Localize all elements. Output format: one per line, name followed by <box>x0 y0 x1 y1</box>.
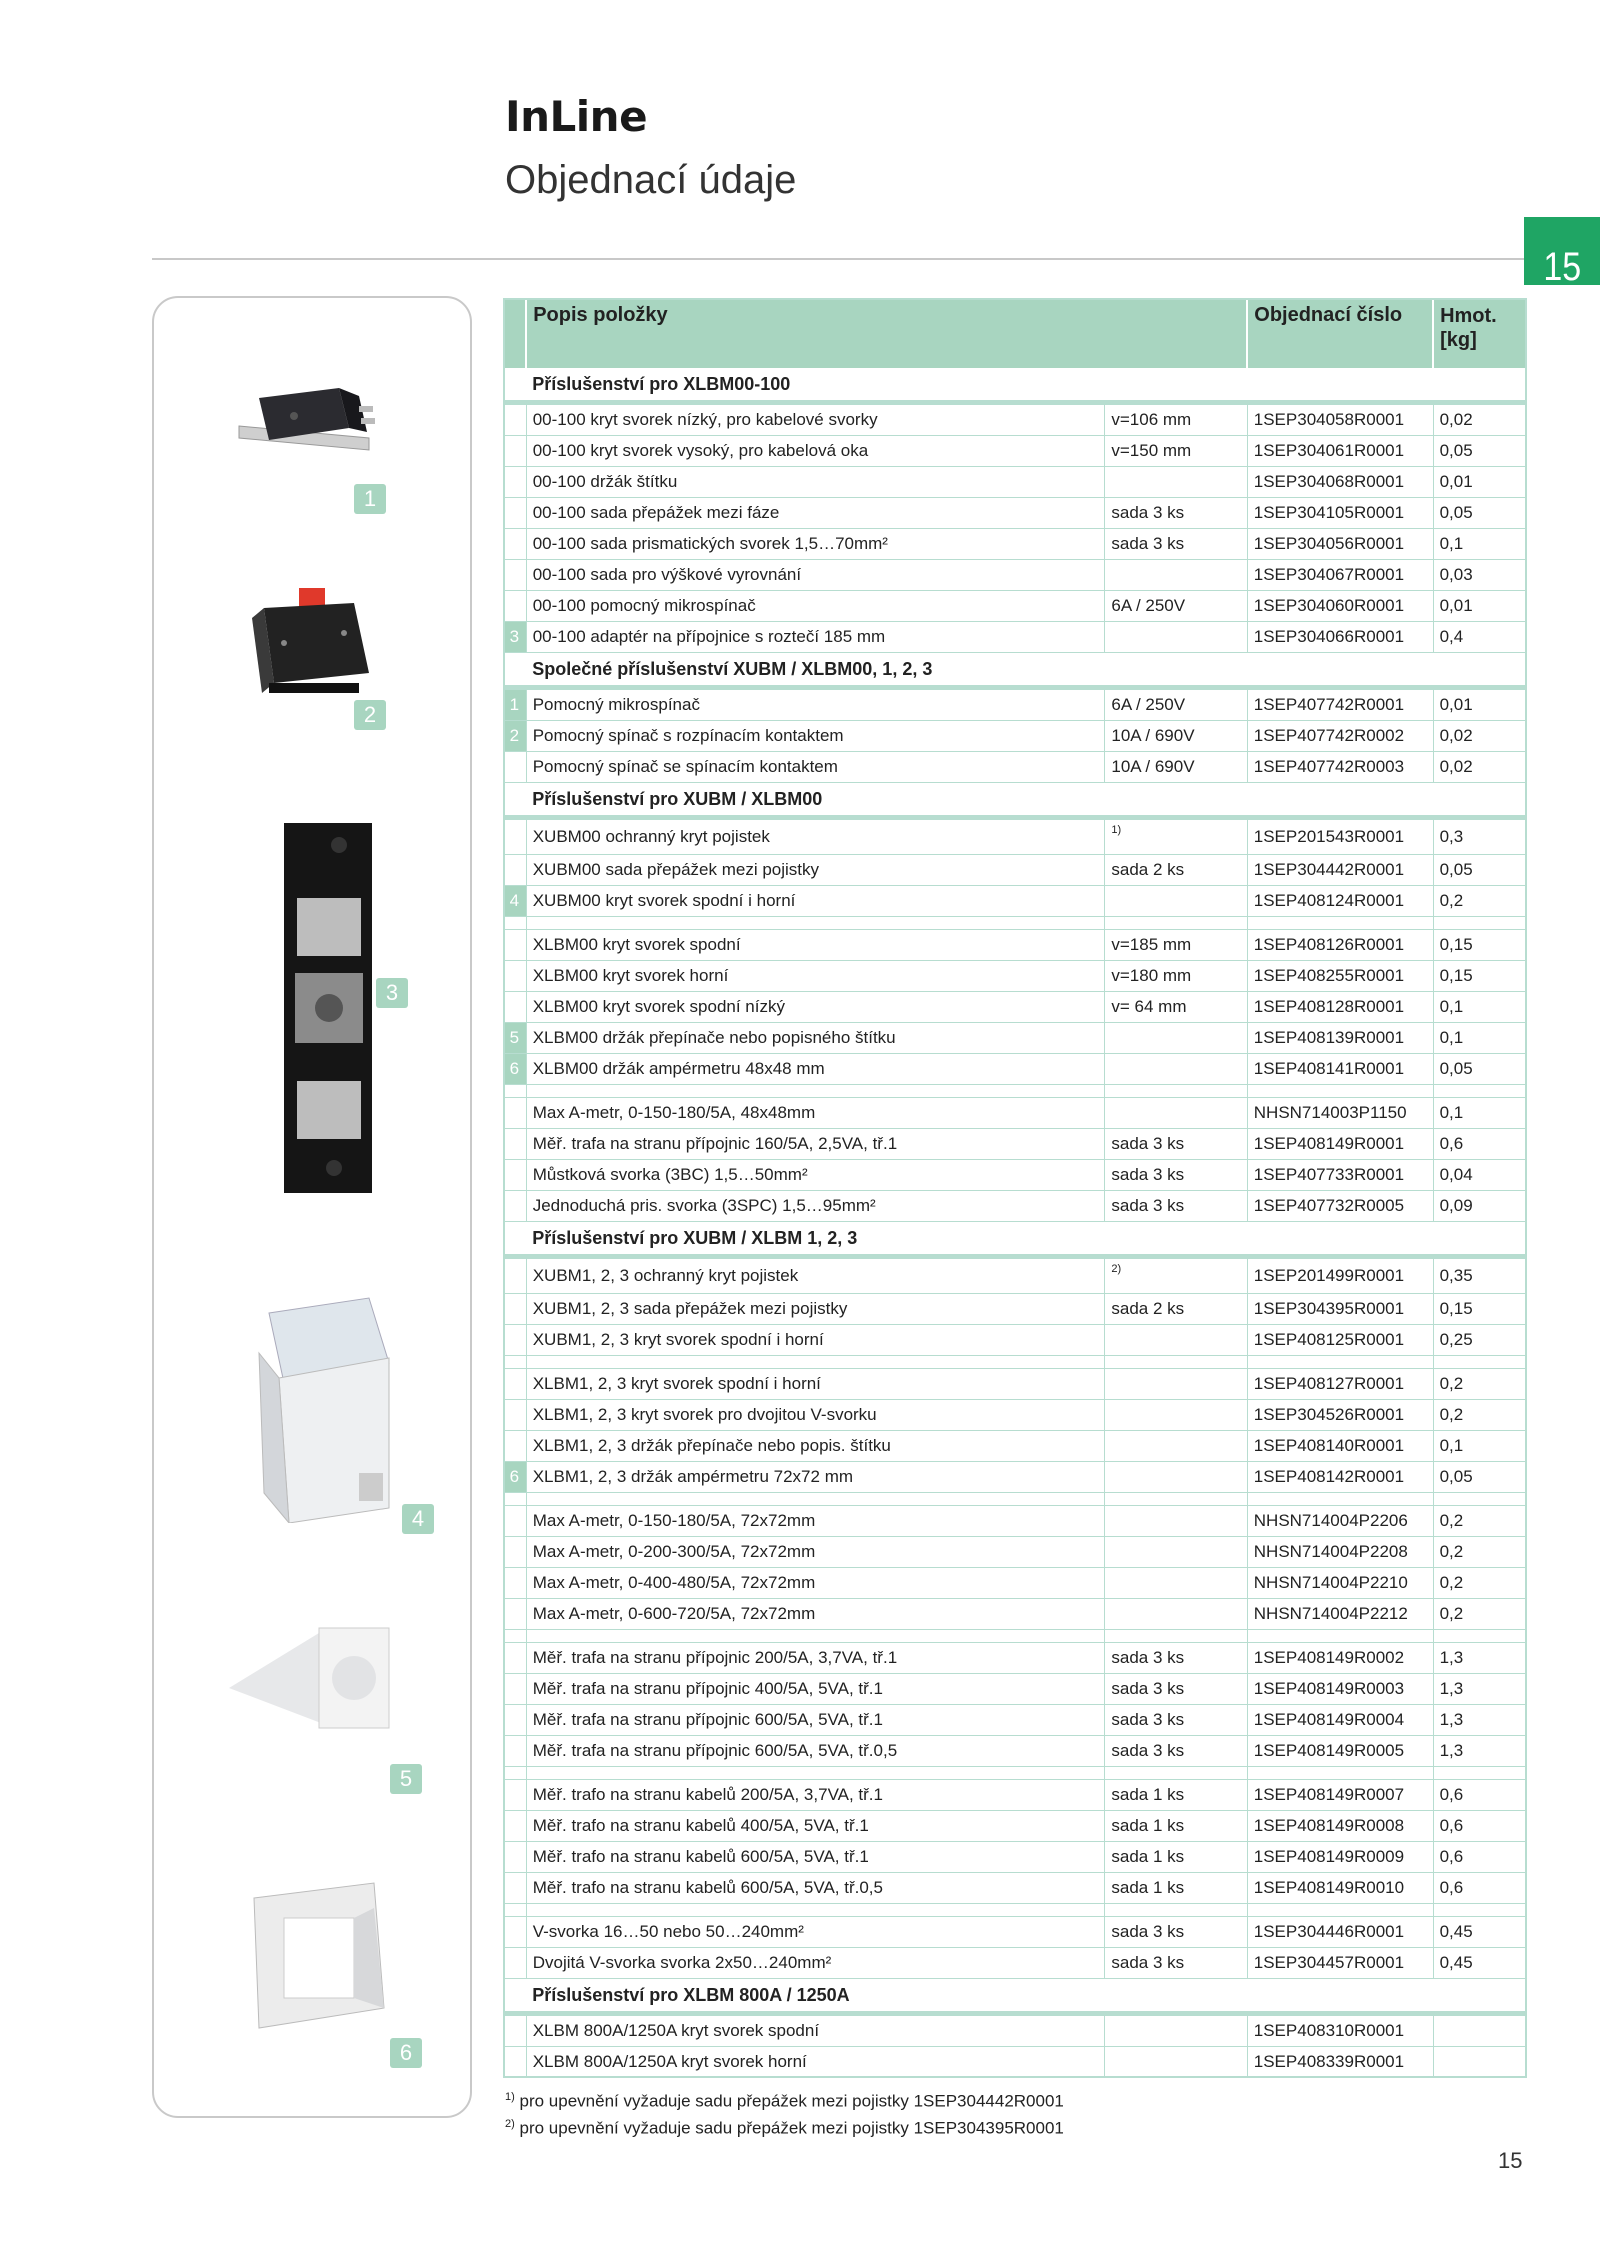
order-number: 1SEP408139R0001 <box>1247 1023 1433 1054</box>
item-description: XLBM00 kryt svorek spodní nízký <box>526 992 1105 1023</box>
order-number: 1SEP407742R0003 <box>1247 752 1433 783</box>
row-index: 1 <box>503 688 526 721</box>
order-number: 1SEP304056R0001 <box>1247 529 1433 560</box>
order-number: 1SEP408128R0001 <box>1247 992 1433 1023</box>
weight-value: 0,6 <box>1433 1873 1526 1904</box>
weight-value: 0,05 <box>1433 1462 1526 1493</box>
weight-value: 0,2 <box>1433 1568 1526 1599</box>
item-spec: sada 3 ks <box>1105 1674 1247 1705</box>
weight-value: 0,2 <box>1433 1369 1526 1400</box>
item-description: Můstková svorka (3BC) 1,5…50mm² <box>526 1160 1105 1191</box>
photo-label-4: 4 <box>402 1504 434 1534</box>
photo-label-5: 5 <box>390 1764 422 1794</box>
item-description: XLBM00 držák ampérmetru 48x48 mm <box>526 1054 1105 1085</box>
weight-value: 0,2 <box>1433 1537 1526 1568</box>
item-spec: sada 3 ks <box>1105 1129 1247 1160</box>
item-description: 00-100 držák štítku <box>526 467 1105 498</box>
order-number: 1SEP408149R0004 <box>1247 1705 1433 1736</box>
item-spec: 6A / 250V <box>1105 688 1247 721</box>
weight-value: 1,3 <box>1433 1705 1526 1736</box>
order-number: 1SEP304061R0001 <box>1247 436 1433 467</box>
weight-value: 0,04 <box>1433 1160 1526 1191</box>
weight-value: 0,09 <box>1433 1191 1526 1222</box>
weight-value: 0,2 <box>1433 1506 1526 1537</box>
weight-value: 0,3 <box>1433 818 1526 855</box>
weight-value: 0,1 <box>1433 992 1526 1023</box>
item-description: 00-100 pomocný mikrospínač <box>526 591 1105 622</box>
switch-holder-image <box>224 1618 394 1738</box>
weight-value: 0,35 <box>1433 1257 1526 1294</box>
item-description: Měř. trafa na stranu přípojnic 600/5A, 5VA, tř.1 <box>526 1705 1105 1736</box>
item-description: Měř. trafa na stranu přípojnic 200/5A, 3,7VA, tř.1 <box>526 1643 1105 1674</box>
item-description: Max A-metr, 0-400-480/5A, 72x72mm <box>526 1568 1105 1599</box>
photo-label-6: 6 <box>390 2038 422 2068</box>
weight-value: 0,05 <box>1433 436 1526 467</box>
order-number: NHSN714004P2208 <box>1247 1537 1433 1568</box>
section-title: Příslušenství pro XLBM 800A / 1250A <box>526 1979 1526 2014</box>
weight-value: 0,15 <box>1433 930 1526 961</box>
item-description: Měř. trafo na stranu kabelů 600/5A, 5VA, tř.0,5 <box>526 1873 1105 1904</box>
footnote-1-mark: 1) <box>505 2091 515 2103</box>
order-number: 1SEP304067R0001 <box>1247 560 1433 591</box>
weight-value: 0,05 <box>1433 498 1526 529</box>
item-description: Jednoduchá pris. svorka (3SPC) 1,5…95mm² <box>526 1191 1105 1222</box>
item-description: XUBM00 sada přepážek mezi pojistky <box>526 855 1105 886</box>
item-description: XLBM 800A/1250A kryt svorek horní <box>526 2047 1105 2078</box>
page-subtitle: Objednací údaje <box>505 158 797 202</box>
order-number: 1SEP407742R0001 <box>1247 688 1433 721</box>
item-spec: v=150 mm <box>1105 436 1247 467</box>
item-spec: sada 3 ks <box>1105 1191 1247 1222</box>
item-description: Měř. trafo na stranu kabelů 200/5A, 3,7VA, tř.1 <box>526 1780 1105 1811</box>
photo-label-1: 1 <box>354 484 386 514</box>
item-description: XLBM 800A/1250A kryt svorek spodní <box>526 2014 1105 2047</box>
order-number: 1SEP304526R0001 <box>1247 1400 1433 1431</box>
chapter-tab <box>1524 217 1600 289</box>
row-index: 2 <box>503 721 526 752</box>
item-description: 00-100 kryt svorek vysoký, pro kabelová oka <box>526 436 1105 467</box>
column-header-weight: Hmot. [kg] <box>1433 298 1526 368</box>
item-description: Měř. trafo na stranu kabelů 600/5A, 5VA, tř.1 <box>526 1842 1105 1873</box>
order-number: 1SEP304066R0001 <box>1247 622 1433 653</box>
weight-value: 0,45 <box>1433 1948 1526 1979</box>
weight-value: 0,2 <box>1433 1400 1526 1431</box>
item-description: XUBM00 kryt svorek spodní i horní <box>526 886 1105 917</box>
item-spec: sada 3 ks <box>1105 1948 1247 1979</box>
item-spec: sada 1 ks <box>1105 1780 1247 1811</box>
item-spec: v=180 mm <box>1105 961 1247 992</box>
item-description: 00-100 adaptér na přípojnice s roztečí 185 mm <box>526 622 1105 653</box>
item-spec: 1) <box>1105 818 1247 855</box>
column-header-order-number: Objednací číslo <box>1247 298 1433 368</box>
order-number: 1SEP408149R0001 <box>1247 1129 1433 1160</box>
item-description: 00-100 sada pro výškové vyrovnání <box>526 560 1105 591</box>
order-number: 1SEP407733R0001 <box>1247 1160 1433 1191</box>
photo-label-3: 3 <box>376 978 408 1008</box>
table-frame <box>503 298 1527 2078</box>
order-number: NHSN714003P1150 <box>1247 1098 1433 1129</box>
section-title: Příslušenství pro XUBM / XLBM 1, 2, 3 <box>526 1222 1526 1257</box>
order-number: 1SEP408142R0001 <box>1247 1462 1433 1493</box>
weight-value: 0,15 <box>1433 961 1526 992</box>
order-number: NHSN714004P2212 <box>1247 1599 1433 1630</box>
item-description: Pomocný spínač s rozpínacím kontaktem <box>526 721 1105 752</box>
weight-value: 0,01 <box>1433 467 1526 498</box>
fuse-cover-image <box>249 1293 399 1523</box>
order-number: 1SEP408255R0001 <box>1247 961 1433 992</box>
weight-value: 0,05 <box>1433 1054 1526 1085</box>
row-index: 5 <box>503 1023 526 1054</box>
item-description: XLBM00 kryt svorek spodní <box>526 930 1105 961</box>
auxiliary-switch-image <box>244 583 384 713</box>
order-number: 1SEP408124R0001 <box>1247 886 1433 917</box>
order-number: NHSN714004P2210 <box>1247 1568 1433 1599</box>
item-description: Měř. trafo na stranu kabelů 400/5A, 5VA, tř.1 <box>526 1811 1105 1842</box>
weight-value: 0,05 <box>1433 855 1526 886</box>
busbar-adapter-image <box>279 823 379 1193</box>
weight-value: 1,3 <box>1433 1643 1526 1674</box>
weight-value: 0,45 <box>1433 1917 1526 1948</box>
order-number: NHSN714004P2206 <box>1247 1506 1433 1537</box>
item-spec: sada 2 ks <box>1105 855 1247 886</box>
weight-value: 0,1 <box>1433 1023 1526 1054</box>
row-index: 4 <box>503 886 526 917</box>
weight-value: 0,6 <box>1433 1811 1526 1842</box>
footnote-1-text: pro upevnění vyžaduje sadu přepážek mezi pojistky 1SEP304442R0001 <box>519 2091 1064 2111</box>
order-number: 1SEP408149R0008 <box>1247 1811 1433 1842</box>
order-number: 1SEP408127R0001 <box>1247 1369 1433 1400</box>
item-spec: sada 3 ks <box>1105 1643 1247 1674</box>
row-index: 3 <box>503 622 526 653</box>
weight-value: 0,6 <box>1433 1129 1526 1160</box>
order-number: 1SEP408141R0001 <box>1247 1054 1433 1085</box>
item-description: 00-100 sada přepážek mezi fáze <box>526 498 1105 529</box>
order-number: 1SEP408149R0005 <box>1247 1736 1433 1767</box>
item-description: XLBM00 držák přepínače nebo popisného štítku <box>526 1023 1105 1054</box>
footnote-2 <box>505 2113 1064 2140</box>
order-number: 1SEP408339R0001 <box>1247 2047 1433 2078</box>
order-number: 1SEP408125R0001 <box>1247 1325 1433 1356</box>
order-number: 1SEP201499R0001 <box>1247 1257 1433 1294</box>
order-number: 1SEP408310R0001 <box>1247 2014 1433 2047</box>
order-number: 1SEP408149R0009 <box>1247 1842 1433 1873</box>
order-number: 1SEP304442R0001 <box>1247 855 1433 886</box>
order-number: 1SEP304457R0001 <box>1247 1948 1433 1979</box>
order-number: 1SEP304068R0001 <box>1247 467 1433 498</box>
section-title: Příslušenství pro XUBM / XLBM00 <box>526 783 1526 818</box>
weight-value: 0,01 <box>1433 688 1526 721</box>
item-spec: 2) <box>1105 1257 1247 1294</box>
item-description: XLBM1, 2, 3 držák ampérmetru 72x72 mm <box>526 1462 1105 1493</box>
weight-value: 0,25 <box>1433 1325 1526 1356</box>
row-index: 6 <box>503 1462 526 1493</box>
item-spec: sada 3 ks <box>1105 1705 1247 1736</box>
photo-label-2: 2 <box>354 700 386 730</box>
order-number: 1SEP407732R0005 <box>1247 1191 1433 1222</box>
item-description: XUBM1, 2, 3 ochranný kryt pojistek <box>526 1257 1105 1294</box>
weight-value: 0,02 <box>1433 721 1526 752</box>
item-description: Měř. trafa na stranu přípojnic 400/5A, 5VA, tř.1 <box>526 1674 1105 1705</box>
item-description: Max A-metr, 0-150-180/5A, 72x72mm <box>526 1506 1105 1537</box>
item-description: XLBM00 kryt svorek horní <box>526 961 1105 992</box>
order-number: 1SEP408149R0002 <box>1247 1643 1433 1674</box>
footnote-1 <box>505 2086 1064 2113</box>
order-number: 1SEP304060R0001 <box>1247 591 1433 622</box>
item-description: Max A-metr, 0-200-300/5A, 72x72mm <box>526 1537 1105 1568</box>
item-spec: sada 3 ks <box>1105 1917 1247 1948</box>
weight-value: 0,2 <box>1433 1599 1526 1630</box>
item-spec: sada 3 ks <box>1105 1736 1247 1767</box>
weight-value: 1,3 <box>1433 1736 1526 1767</box>
item-spec: sada 3 ks <box>1105 1160 1247 1191</box>
item-description: Max A-metr, 0-600-720/5A, 72x72mm <box>526 1599 1105 1630</box>
order-number: 1SEP304395R0001 <box>1247 1294 1433 1325</box>
item-description: 00-100 kryt svorek nízký, pro kabelové svorky <box>526 403 1105 436</box>
item-spec: sada 1 ks <box>1105 1873 1247 1904</box>
item-spec: 10A / 690V <box>1105 721 1247 752</box>
item-spec: v=106 mm <box>1105 403 1247 436</box>
footnote-2-mark: 2) <box>505 2117 515 2130</box>
column-header-description: Popis položky <box>526 298 1247 368</box>
order-number: 1SEP408126R0001 <box>1247 930 1433 961</box>
order-number: 1SEP304446R0001 <box>1247 1917 1433 1948</box>
weight-value: 1,3 <box>1433 1674 1526 1705</box>
footnote-2-text: pro upevnění vyžaduje sadu přepážek mezi pojistky 1SEP304395R0001 <box>519 2118 1064 2138</box>
product-photo-panel <box>152 296 472 2118</box>
order-number: 1SEP408149R0003 <box>1247 1674 1433 1705</box>
row-index: 6 <box>503 1054 526 1085</box>
weight-value: 0,1 <box>1433 529 1526 560</box>
page-title: InLine <box>505 92 648 141</box>
order-number: 1SEP304058R0001 <box>1247 403 1433 436</box>
weight-value: 0,4 <box>1433 622 1526 653</box>
order-number: 1SEP407742R0002 <box>1247 721 1433 752</box>
item-spec: 10A / 690V <box>1105 752 1247 783</box>
item-description: Pomocný mikrospínač <box>526 688 1105 721</box>
item-description: XUBM00 ochranný kryt pojistek <box>526 818 1105 855</box>
item-description: XUBM1, 2, 3 sada přepážek mezi pojistky <box>526 1294 1105 1325</box>
item-description: XLBM1, 2, 3 kryt svorek spodní i horní <box>526 1369 1105 1400</box>
item-description: XLBM1, 2, 3 držák přepínače nebo popis. štítku <box>526 1431 1105 1462</box>
header-rule <box>152 258 1600 260</box>
item-spec: v=185 mm <box>1105 930 1247 961</box>
weight-value: 0,2 <box>1433 886 1526 917</box>
item-spec: sada 3 ks <box>1105 529 1247 560</box>
item-spec: 6A / 250V <box>1105 591 1247 622</box>
page-number: 15 <box>1498 2148 1523 2173</box>
order-number: 1SEP408149R0007 <box>1247 1780 1433 1811</box>
microswitch-image <box>219 378 399 468</box>
weight-value: 0,1 <box>1433 1431 1526 1462</box>
section-title: Společné příslušenství XUBM / XLBM00, 1, 2, 3 <box>526 653 1526 688</box>
item-description: Pomocný spínač se spínacím kontaktem <box>526 752 1105 783</box>
weight-value: 0,6 <box>1433 1780 1526 1811</box>
order-number: 1SEP408140R0001 <box>1247 1431 1433 1462</box>
ammeter-holder-image <box>234 1878 394 2048</box>
item-description: XUBM1, 2, 3 kryt svorek spodní i horní <box>526 1325 1105 1356</box>
chapter-tab-number: 15 <box>1543 245 1581 289</box>
section-title: Příslušenství pro XLBM00-100 <box>526 368 1526 403</box>
order-number: 1SEP201543R0001 <box>1247 818 1433 855</box>
weight-value: 0,15 <box>1433 1294 1526 1325</box>
footnotes <box>505 2086 1064 2139</box>
weight-value: 0,03 <box>1433 560 1526 591</box>
item-spec: sada 1 ks <box>1105 1842 1247 1873</box>
item-spec: sada 2 ks <box>1105 1294 1247 1325</box>
order-number: 1SEP408149R0010 <box>1247 1873 1433 1904</box>
item-description: Měř. trafa na stranu přípojnic 160/5A, 2,5VA, tř.1 <box>526 1129 1105 1160</box>
order-number: 1SEP304105R0001 <box>1247 498 1433 529</box>
item-description: Dvojitá V-svorka svorka 2x50…240mm² <box>526 1948 1105 1979</box>
item-description: V-svorka 16…50 nebo 50…240mm² <box>526 1917 1105 1948</box>
weight-value: 0,6 <box>1433 1842 1526 1873</box>
item-description: XLBM1, 2, 3 kryt svorek pro dvojitou V-svorku <box>526 1400 1105 1431</box>
weight-value: 0,1 <box>1433 1098 1526 1129</box>
item-spec: v= 64 mm <box>1105 992 1247 1023</box>
item-description: Měř. trafa na stranu přípojnic 600/5A, 5VA, tř.0,5 <box>526 1736 1105 1767</box>
weight-value: 0,02 <box>1433 403 1526 436</box>
item-spec: sada 3 ks <box>1105 498 1247 529</box>
item-description: 00-100 sada prismatických svorek 1,5…70mm² <box>526 529 1105 560</box>
weight-value: 0,01 <box>1433 591 1526 622</box>
weight-value: 0,02 <box>1433 752 1526 783</box>
item-description: Max A-metr, 0-150-180/5A, 48x48mm <box>526 1098 1105 1129</box>
item-spec: sada 1 ks <box>1105 1811 1247 1842</box>
